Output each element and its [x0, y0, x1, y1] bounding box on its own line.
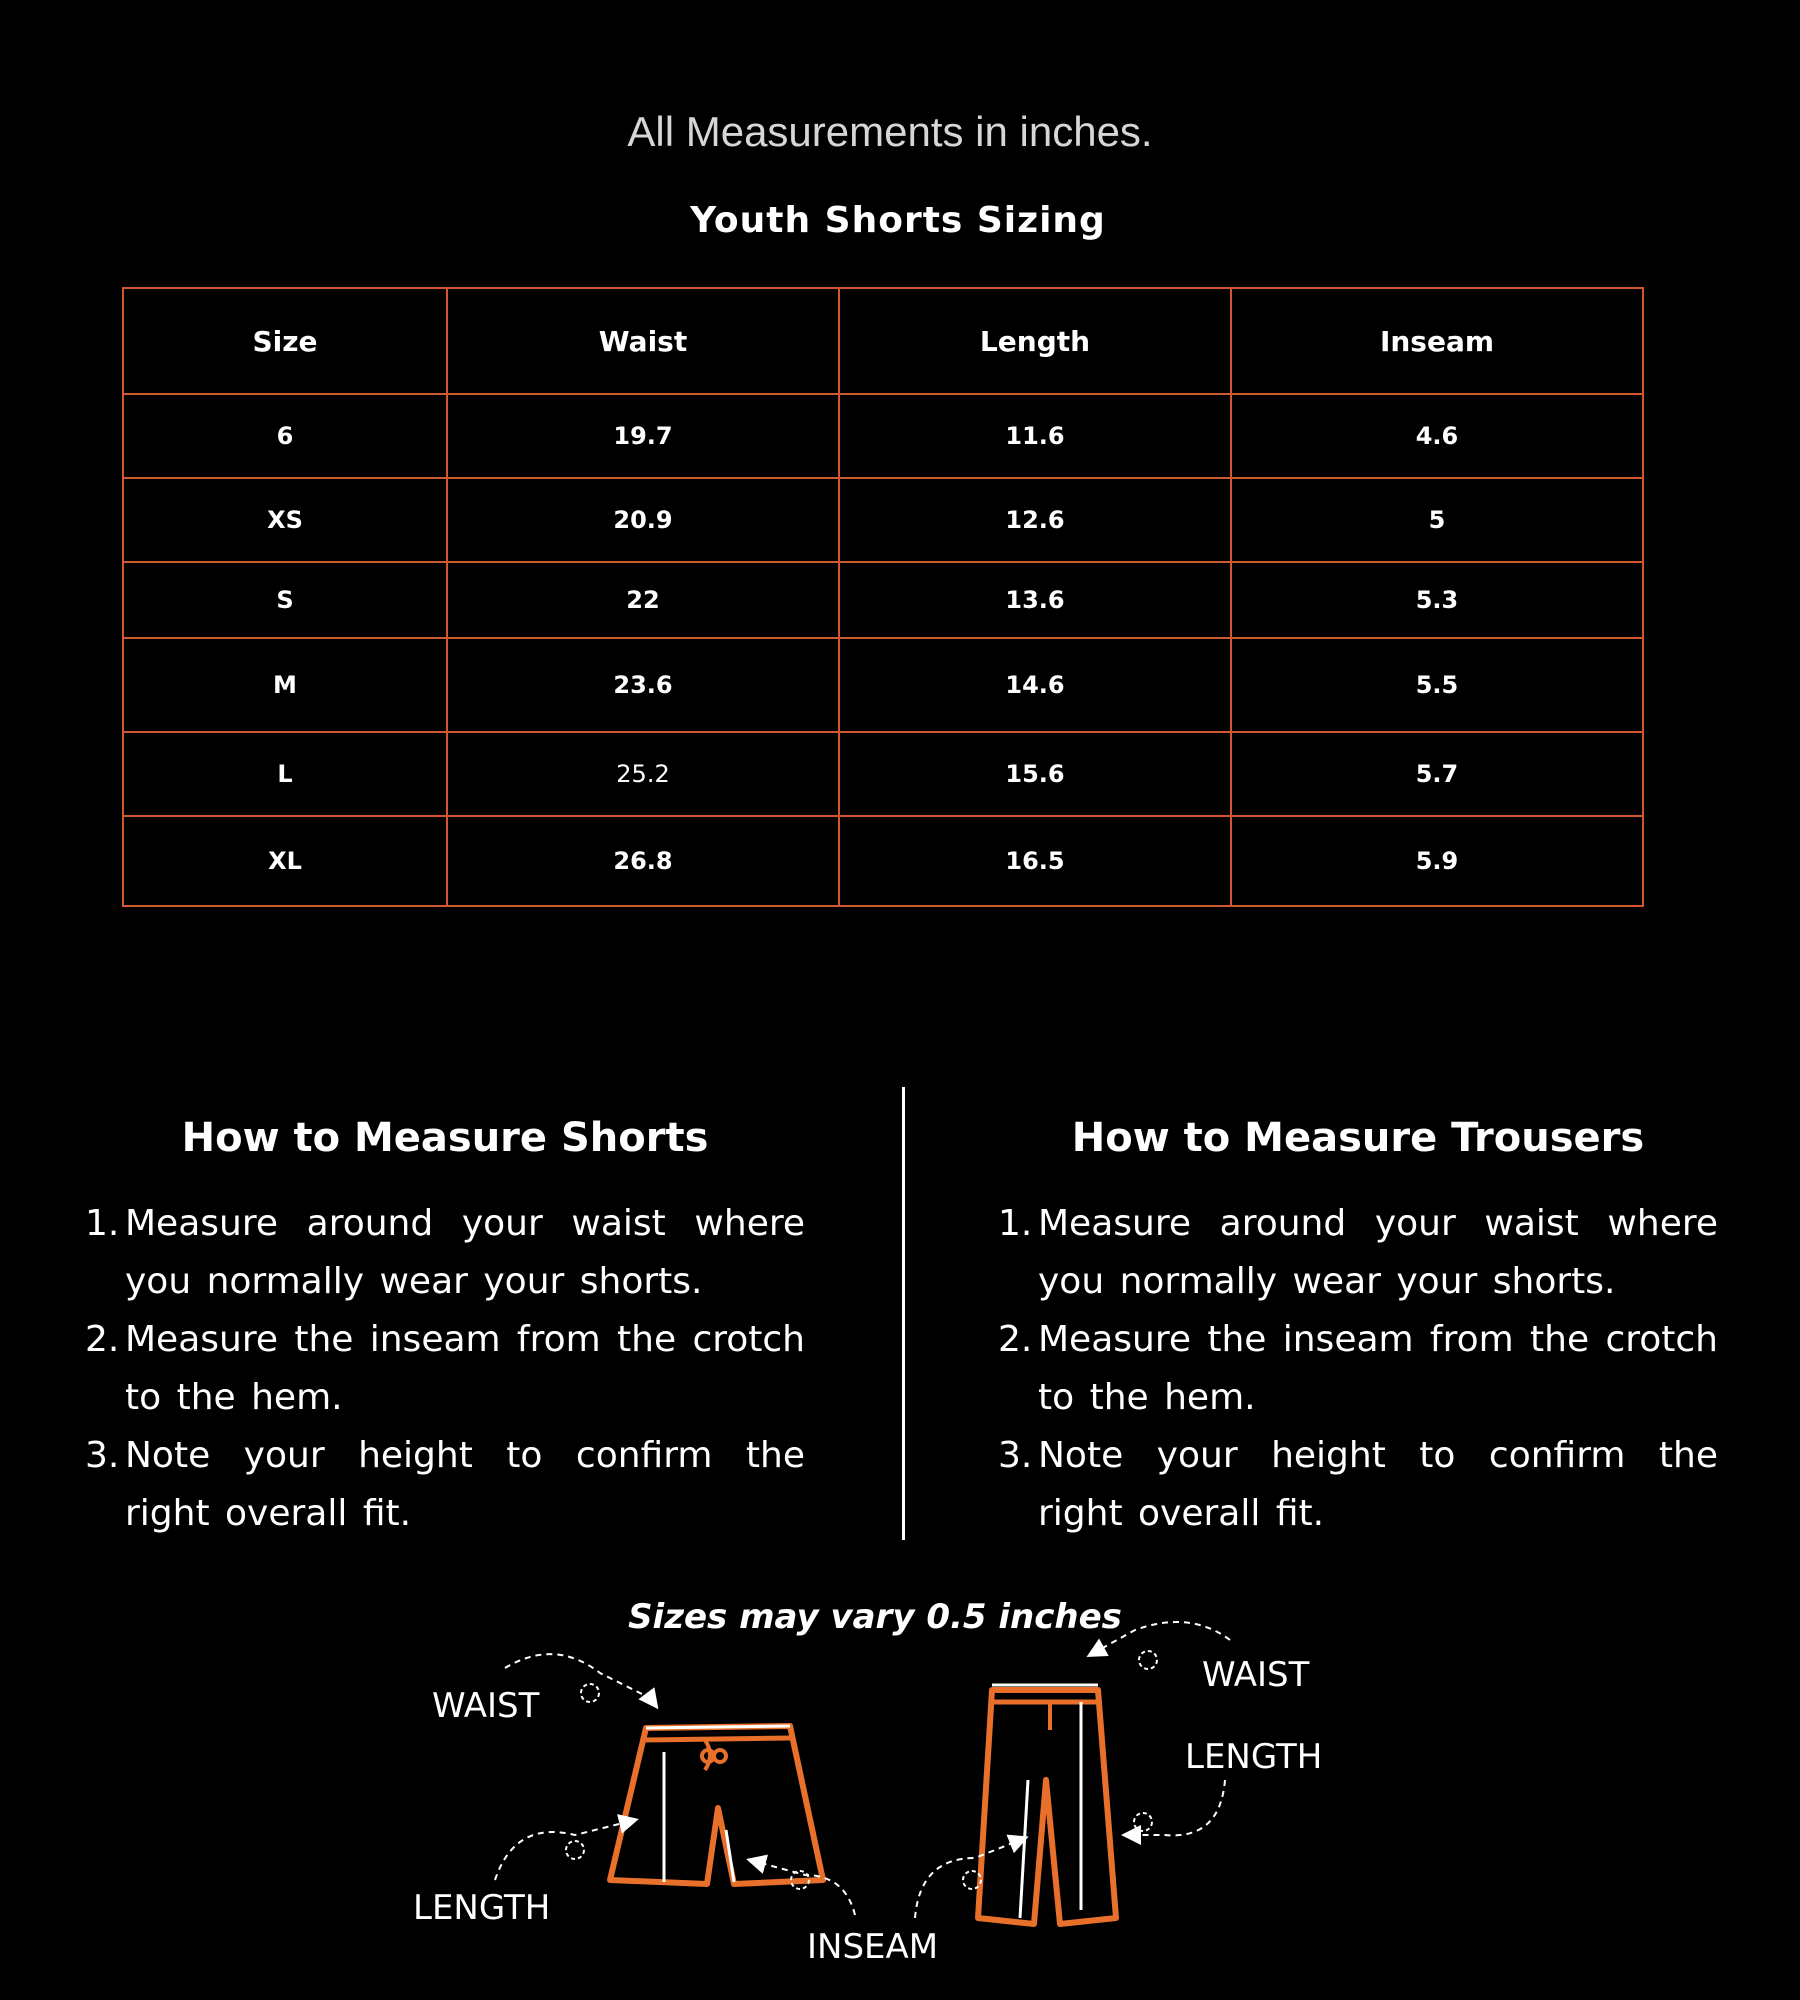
trousers-inseam-arrow [915, 1838, 1025, 1918]
step-number: 1. [85, 1203, 120, 1244]
cell-size: M [123, 638, 447, 732]
size-chart-table [122, 287, 1644, 907]
size-variance-note: Sizes may vary 0.5 inches [628, 1597, 1122, 1637]
cell-waist: 26.8 [447, 816, 839, 906]
cell-inseam: 5.9 [1231, 816, 1643, 906]
step-number: 3. [998, 1435, 1033, 1476]
cell-inseam: 5.7 [1231, 732, 1643, 816]
loop-icon [566, 1841, 584, 1859]
table-title: Youth Shorts Sizing [690, 200, 1106, 241]
measurement-unit-note: All Measurements in inches. [627, 108, 1153, 155]
column-divider [902, 1087, 905, 1540]
cell-inseam: 5.3 [1231, 562, 1643, 638]
step-text: Measure the inseam from the crotch to the hem. [125, 1319, 805, 1418]
cell-waist: 20.9 [447, 478, 839, 562]
shorts-icon [610, 1726, 823, 1884]
step-number: 3. [85, 1435, 120, 1476]
table-row [123, 638, 1643, 732]
table-row [123, 478, 1643, 562]
table-header-row [123, 288, 1643, 394]
step-text: Measure around your waist where you normally wear your shorts. [1038, 1203, 1718, 1302]
table-row [123, 816, 1643, 906]
list-item [998, 1195, 1718, 1311]
loop-icon [581, 1684, 599, 1702]
trousers-waist-arrow [1090, 1622, 1230, 1655]
trousers-guide-title: How to Measure Trousers [1071, 1115, 1645, 1161]
cell-size: XL [123, 816, 447, 906]
cell-size: XS [123, 478, 447, 562]
list-item [85, 1427, 805, 1543]
cell-length: 15.6 [839, 732, 1231, 816]
list-item [998, 1427, 1718, 1543]
shorts-guide-title: How to Measure Shorts [181, 1115, 709, 1161]
cell-length: 11.6 [839, 394, 1231, 478]
cell-inseam: 5.5 [1231, 638, 1643, 732]
loop-icon [1134, 1813, 1152, 1831]
header-size: Size [123, 288, 447, 394]
list-item [998, 1311, 1718, 1427]
step-text: Note your height to confirm the right overall fit. [125, 1435, 805, 1534]
cell-size: L [123, 732, 447, 816]
cell-length: 13.6 [839, 562, 1231, 638]
inseam-arrow [750, 1860, 855, 1915]
cell-waist: 23.6 [447, 638, 839, 732]
step-text: Measure around your waist where you normally wear your shorts. [125, 1203, 805, 1302]
header-length: Length [839, 288, 1231, 394]
list-item [85, 1311, 805, 1427]
cell-length: 16.5 [839, 816, 1231, 906]
trousers-measure-guide [998, 1115, 1718, 1543]
step-number: 2. [998, 1319, 1033, 1360]
cell-size: S [123, 562, 447, 638]
cell-length: 14.6 [839, 638, 1231, 732]
step-number: 1. [998, 1203, 1033, 1244]
cell-inseam: 5 [1231, 478, 1643, 562]
inseam-label: INSEAM [807, 1927, 939, 1967]
table-row [123, 562, 1643, 638]
step-number: 2. [85, 1319, 120, 1360]
cell-length: 12.6 [839, 478, 1231, 562]
trousers-icon [978, 1685, 1116, 1924]
trousers-length-label: LENGTH [1185, 1737, 1323, 1777]
step-text: Note your height to confirm the right overall fit. [1038, 1435, 1718, 1534]
header-waist: Waist [447, 288, 839, 394]
loop-icon [1139, 1651, 1157, 1669]
shorts-length-label: LENGTH [413, 1888, 551, 1928]
shorts-steps-list [85, 1195, 805, 1543]
trousers-length-arrow [1125, 1780, 1225, 1835]
list-item [85, 1195, 805, 1311]
measurement-diagram [0, 1600, 1800, 2000]
table-row [123, 732, 1643, 816]
shorts-waist-label: WAIST [432, 1686, 540, 1726]
header-inseam: Inseam [1231, 288, 1643, 394]
trousers-waist-label: WAIST [1202, 1655, 1310, 1695]
cell-size: 6 [123, 394, 447, 478]
step-text: Measure the inseam from the crotch to the hem. [1038, 1319, 1718, 1418]
cell-waist: 25.2 [447, 732, 839, 816]
cell-waist: 22 [447, 562, 839, 638]
cell-waist: 19.7 [447, 394, 839, 478]
trousers-steps-list [998, 1195, 1718, 1543]
table-row [123, 394, 1643, 478]
shorts-measure-guide [85, 1115, 805, 1543]
cell-inseam: 4.6 [1231, 394, 1643, 478]
